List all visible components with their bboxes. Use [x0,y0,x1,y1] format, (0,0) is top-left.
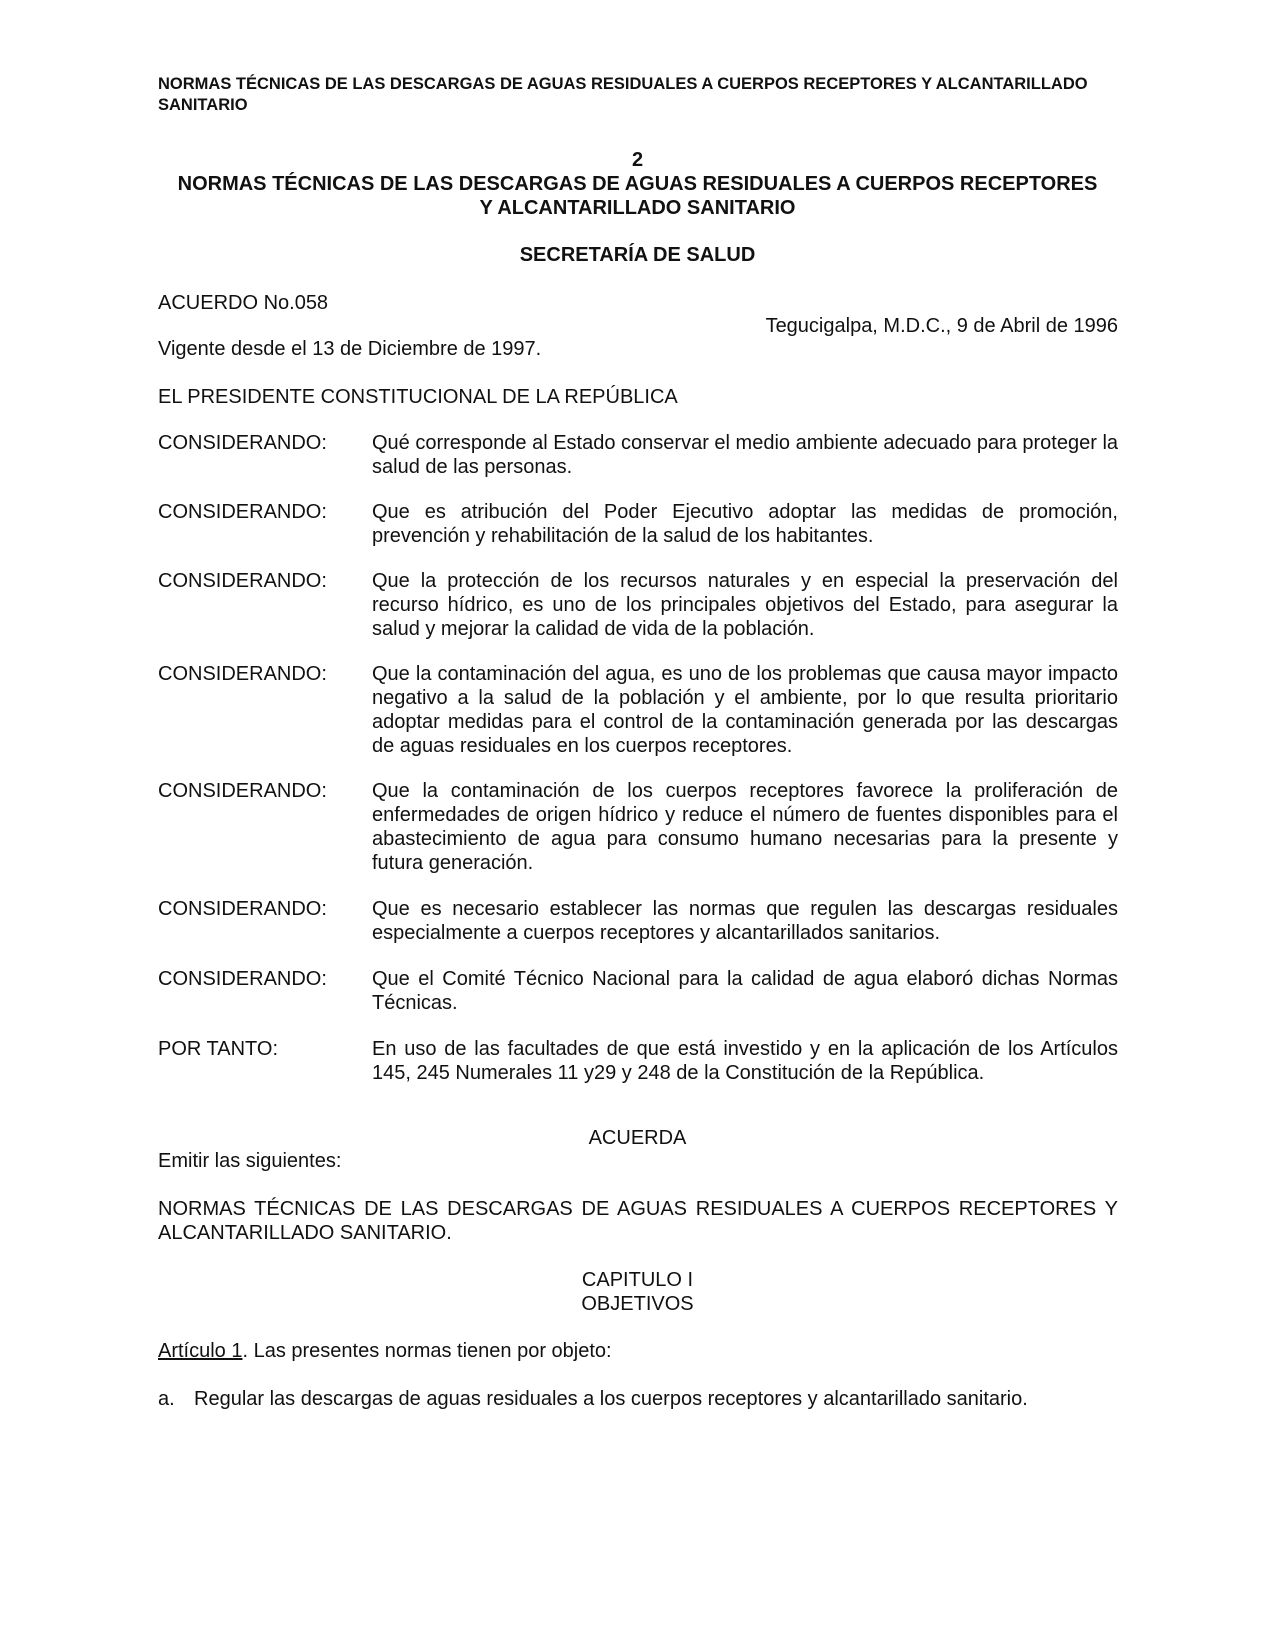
considerando-label: CONSIDERANDO: [158,570,327,592]
considerando-text: Que la contaminación del agua, es uno de los problemas que causa mayor impacto negativo a la salud de la población y el ambiente, por lo que resulta prioritario adoptar medidas para el control de la contaminación generada por las descargas de aguas residuales en los cuerpos receptores. [372,663,1118,757]
considerando-text: Que la protección de los recursos naturales y en especial la preservación del recurso hídrico, es uno de los principales objetivos del Estado, para asegurar la salud y mejorar la calidad de vida de la población. [372,570,1118,640]
page-number: 2 [631,149,644,171]
running-header: NORMAS TÉCNICAS DE LAS DESCARGAS DE AGUAS RESIDUALES A CUERPOS RECEPTORES Y ALCANTARILLADO SANITARIO [158,75,1088,114]
presidente-heading: EL PRESIDENTE CONSTITUCIONAL DE LA REPÚBLICA [158,386,678,408]
considerando-text: Que es atribución del Poder Ejecutivo adoptar las medidas de promoción, prevención y rehabilitación de la salud de los habitantes. [372,501,1118,547]
chapter-number: CAPITULO I [581,1269,694,1291]
considerando-label: CONSIDERANDO: [158,432,327,454]
normas-statement: NORMAS TÉCNICAS DE LAS DESCARGAS DE AGUAS RESIDUALES A CUERPOS RECEPTORES Y ALCANTARILLADO SANITARIO. [158,1198,1118,1244]
secretaria-heading: SECRETARÍA DE SALUD [519,244,756,266]
por-tanto-label: POR TANTO: [158,1038,279,1060]
issue-date: Tegucigalpa, M.D.C., 9 de Abril de 1996 [765,315,1118,337]
chapter-heading [140,1268,1135,1316]
acuerdo-number: ACUERDO No.058 [158,292,329,314]
articulo-1 [158,1339,612,1363]
considerando-label: CONSIDERANDO: [158,663,327,685]
title-line-1: NORMAS TÉCNICAS DE LAS DESCARGAS DE AGUAS RESIDUALES A CUERPOS RECEPTORES [177,173,1098,195]
considerando-text: Que el Comité Técnico Nacional para la calidad de agua elaboró dichas Normas Técnicas. [372,968,1118,1014]
considerando-label: CONSIDERANDO: [158,968,327,990]
vigente-date: Vigente desde el 13 de Diciembre de 1997. [158,338,542,360]
considerando-text: Que es necesario establecer las normas que regulen las descargas residuales especialmente a cuerpos receptores y alcantarillados sanitarios. [372,898,1118,944]
considerando-text: Qué corresponde al Estado conservar el medio ambiente adecuado para proteger la salud de las personas. [372,432,1119,478]
acuerda-heading: ACUERDA [588,1127,687,1149]
articulo-label: Artículo 1 [158,1340,243,1362]
emitir-text: Emitir las siguientes: [158,1150,342,1172]
por-tanto-text: En uso de las facultades de que está investido y en la aplicación de los Artículos 145, 245 Numerales 11 y29 y 248 de la Constitución de la República. [372,1038,1118,1084]
document-title [140,148,1135,220]
list-item-text: Regular las descargas de aguas residuales a los cuerpos receptores y alcantarillado sanitario. [194,1388,1028,1410]
chapter-title: OBJETIVOS [581,1293,694,1315]
list-item-letter: a. [158,1388,175,1410]
articulo-text: . Las presentes normas tienen por objeto: [242,1340,612,1362]
considerando-label: CONSIDERANDO: [158,898,327,920]
considerando-label: CONSIDERANDO: [158,780,327,802]
considerando-label: CONSIDERANDO: [158,501,327,523]
title-line-2: Y ALCANTARILLADO SANITARIO [479,197,796,219]
considerando-text: Que la contaminación de los cuerpos receptores favorece la proliferación de enfermedades de origen hídrico y reduce el número de fuentes disponibles para el abastecimiento de agua para consumo humano necesarias para la presente y futura generación. [372,780,1118,874]
